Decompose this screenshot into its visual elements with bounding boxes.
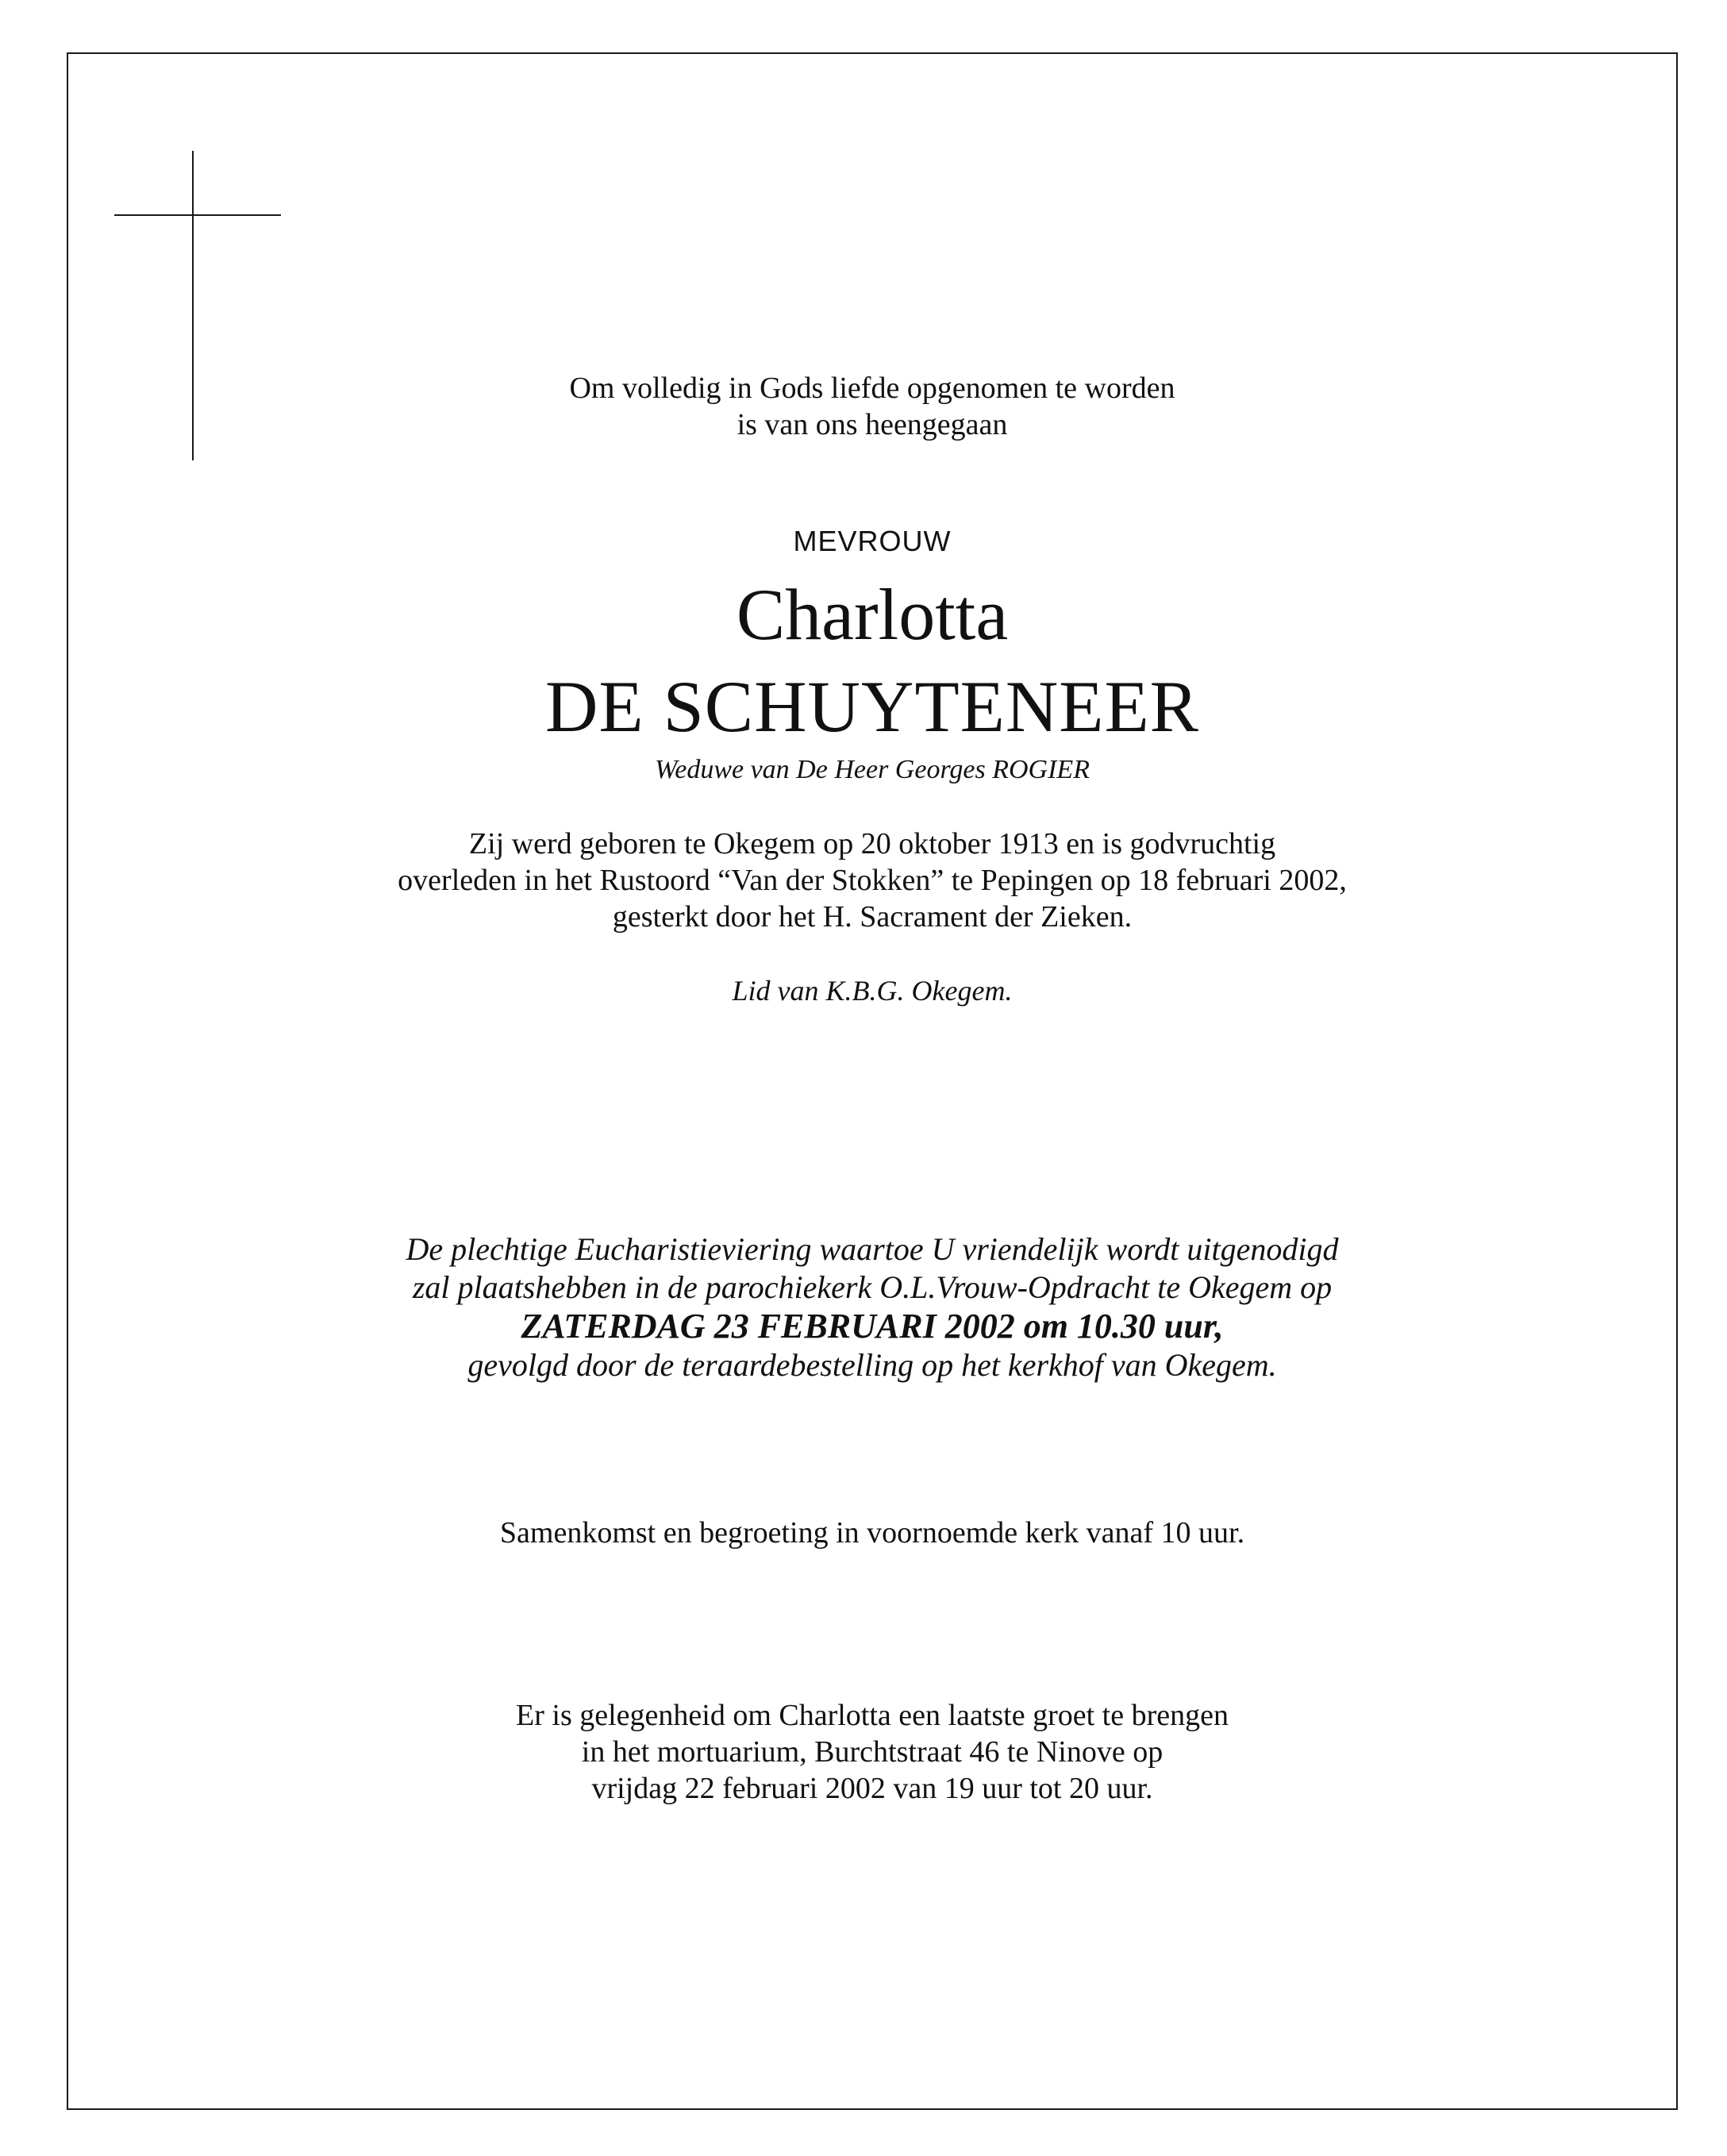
viewing-line-2: in het mortuarium, Burchtstraat 46 te Ninove op: [581, 1735, 1164, 1769]
service-announcement: [67, 1230, 1678, 1384]
viewing-info: [67, 1697, 1678, 1807]
viewing-line-3: vrijdag 22 februari 2002 van 19 uur tot 20 uur.: [591, 1772, 1153, 1805]
biography-line-1: Zij werd geboren te Okegem op 20 oktober 1913 en is godvruchtig: [468, 827, 1276, 860]
biography-line-2: overleden in het Rustoord “Van der Stokken” te Pepingen op 18 februari 2002,: [398, 864, 1347, 897]
viewing-line-1: Er is gelegenheid om Charlotta een laatste groet te brengen: [516, 1699, 1229, 1732]
service-date-time: ZATERDAG 23 FEBRUARI 2002 om 10.30 uur,: [521, 1307, 1224, 1346]
gathering-note: Samenkomst en begroeting in voornoemde kerk vanaf 10 uur.: [499, 1516, 1245, 1550]
cross-horizontal-bar: [114, 214, 281, 216]
last-name: DE SCHUYTENEER: [544, 666, 1200, 747]
first-name: Charlotta: [736, 574, 1009, 655]
biography: [67, 826, 1678, 935]
intro-text: [67, 370, 1678, 443]
biography-line-3: gesterkt door het H. Sacrament der Zieken.: [612, 900, 1133, 934]
intro-line-1: Om volledig in Gods liefde opgenomen te worden: [569, 372, 1175, 405]
widow-of: Weduwe van De Heer Georges ROGIER: [655, 755, 1090, 784]
intro-line-2: is van ons heengegaan: [737, 408, 1008, 441]
service-line-2: zal plaatshebben in de parochiekerk O.L.Vrouw-Opdracht te Okegem op: [412, 1269, 1333, 1305]
membership: Lid van K.B.G. Okegem.: [732, 975, 1013, 1007]
honorific: MEVROUW: [793, 525, 952, 557]
service-line-4: gevolgd door de teraardebestelling op het kerkhof van Okegem.: [467, 1347, 1277, 1383]
service-line-1: De plechtige Eucharistieviering waartoe U vriendelijk wordt uitgenodigd: [406, 1231, 1339, 1267]
